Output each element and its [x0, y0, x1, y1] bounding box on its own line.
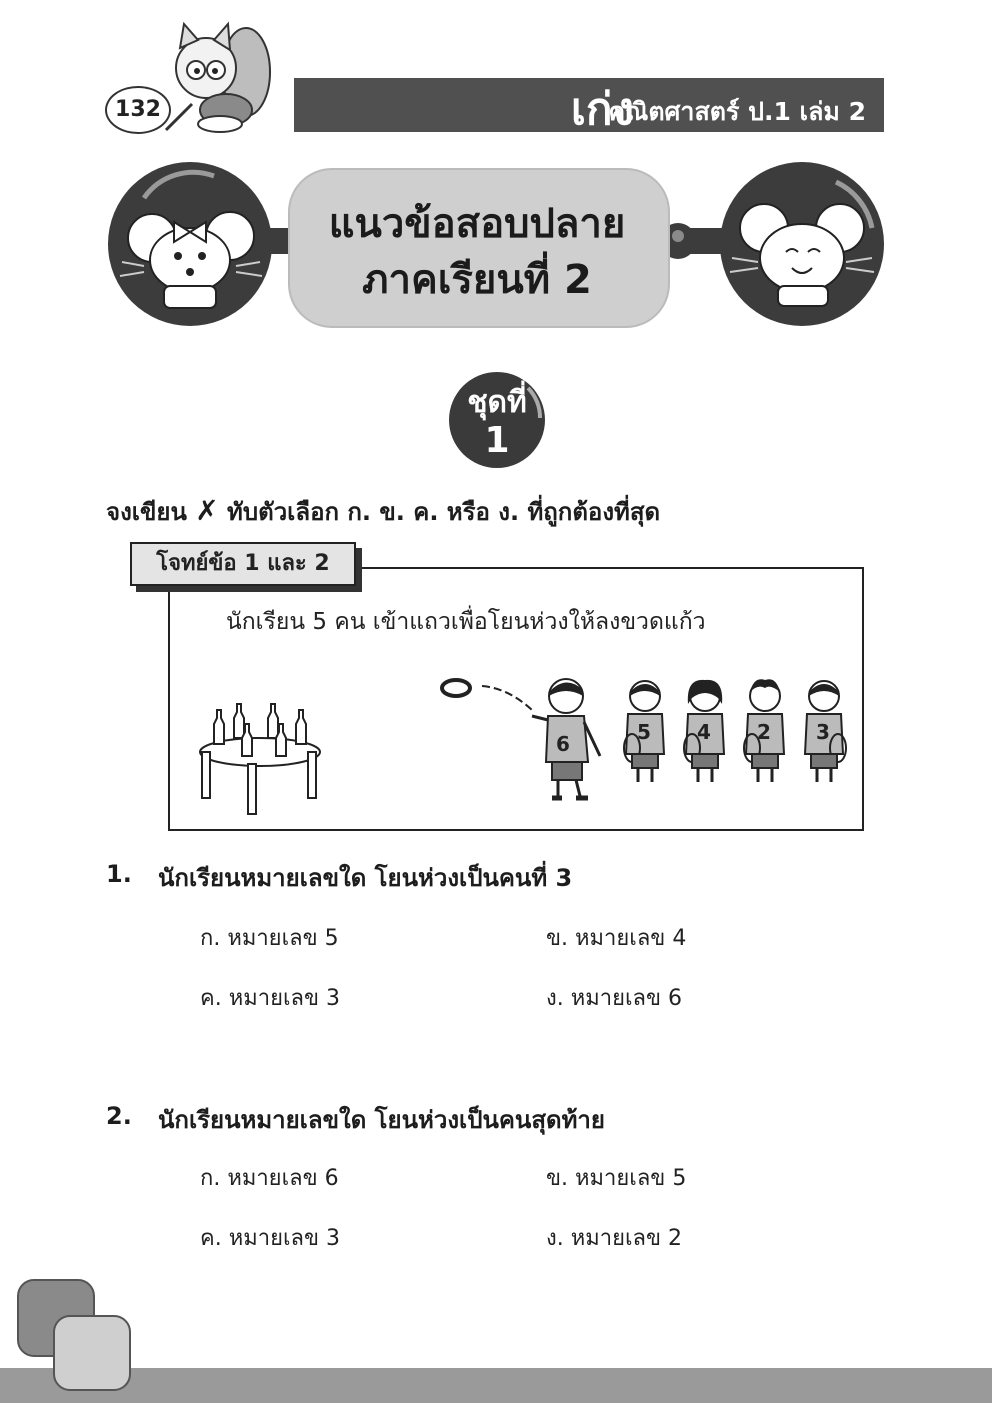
q2-option-d-key: ง. [546, 1226, 564, 1251]
exam-title-line1: แนวข้อสอบปลาย [328, 201, 626, 247]
q2-option-c-key: ค. [200, 1226, 222, 1251]
q1-option-d-text: หมายเลข 6 [570, 986, 683, 1011]
question-1-number: 1. [106, 860, 132, 888]
q1-option-c-key: ค. [200, 986, 222, 1011]
q1-option-d-key: ง. [546, 986, 564, 1011]
exam-title-line2: ภาคเรียนที่ 2 [362, 257, 592, 303]
q2-option-c[interactable] [200, 1220, 340, 1255]
problem-scenario: นักเรียน 5 คน เข้าแถวเพื่อโยนห่วงให้ลงขวดแก้ว [226, 609, 706, 635]
q1-option-c-text: หมายเลข 3 [228, 986, 340, 1011]
q1-option-a[interactable] [200, 920, 339, 955]
x-mark-icon: ✗ [195, 494, 219, 527]
student-number-label: 3 [816, 720, 830, 744]
student-number-label: 4 [697, 720, 711, 744]
q2-option-a-key: ก. [200, 1166, 221, 1191]
problem-tab: โจทย์ข้อ 1 และ 2 [130, 542, 356, 586]
q2-option-a-text: หมายเลข 6 [227, 1166, 339, 1191]
q1-option-c[interactable] [200, 980, 340, 1015]
instruction [106, 492, 660, 531]
q1-option-a-key: ก. [200, 926, 221, 951]
book-subtitle: คณิตศาสตร์ ป.1 เล่ม 2 [608, 97, 866, 126]
footer-bar [0, 1368, 992, 1403]
right-mouse-mascot-icon [652, 158, 888, 328]
student-number-label: 5 [637, 720, 651, 744]
set-label-text: ชุดที่ [467, 385, 527, 420]
instruction-before: จงเขียน [106, 498, 187, 526]
header-bar [294, 78, 884, 135]
q2-option-b-key: ข. [546, 1166, 569, 1191]
q1-option-b[interactable] [546, 920, 686, 955]
question-2-number: 2. [106, 1102, 132, 1130]
set-number: 1 [484, 420, 510, 461]
corner-decoration [14, 1276, 144, 1394]
page-number: 132 [105, 86, 171, 134]
student-in-line [620, 678, 670, 788]
q2-option-d-text: หมายเลข 2 [570, 1226, 683, 1251]
q2-option-a[interactable] [200, 1160, 339, 1195]
table-with-bottles-illustration [196, 700, 324, 818]
q1-option-b-key: ข. [546, 926, 569, 951]
q2-option-c-text: หมายเลข 3 [228, 1226, 340, 1251]
chipmunk-mascot-icon [162, 18, 274, 134]
student-thrower [526, 676, 608, 806]
q2-option-b-text: หมายเลข 5 [575, 1166, 687, 1191]
q2-option-d[interactable] [546, 1220, 682, 1255]
instruction-after: ทับตัวเลือก ก. ข. ค. หรือ ง. ที่ถูกต้องที่สุด [227, 498, 661, 526]
exam-title [288, 196, 666, 308]
q2-option-b[interactable] [546, 1160, 686, 1195]
student-in-line [798, 678, 850, 788]
q1-option-b-text: หมายเลข 4 [575, 926, 687, 951]
book-brand: เก่ง [570, 84, 634, 135]
q1-option-d[interactable] [546, 980, 682, 1015]
student-number-label: 2 [757, 720, 771, 744]
q1-option-a-text: หมายเลข 5 [227, 926, 339, 951]
question-1-text: นักเรียนหมายเลขใด โยนห่วงเป็นคนที่ 3 [158, 864, 573, 892]
set-label [440, 384, 554, 460]
student-in-line [680, 678, 730, 788]
student-in-line [740, 678, 790, 788]
student-number-label: 6 [556, 732, 570, 756]
question-2-text: นักเรียนหมายเลขใด โยนห่วงเป็นคนสุดท้าย [158, 1106, 605, 1134]
